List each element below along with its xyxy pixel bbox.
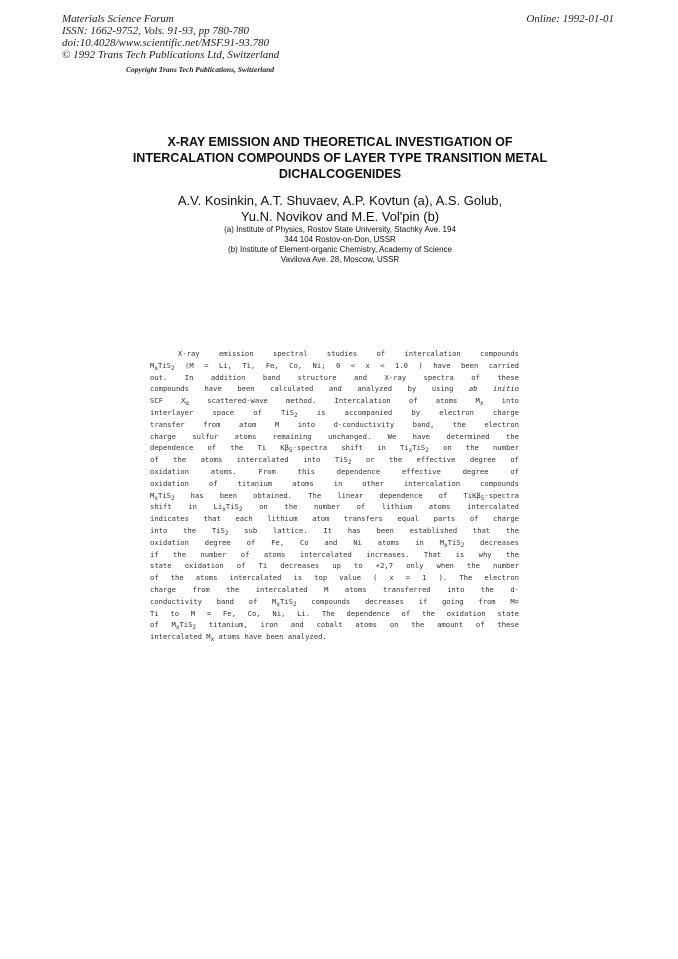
abstract-line: of $M_xTiS_2$ titanium, iron and cobalt atoms on the amount of these xyxy=(150,620,520,632)
abstract xyxy=(150,348,519,643)
abstract-line: of the atoms intercalated is top value ( x = 1 ). The electron xyxy=(150,573,519,583)
title-line: X-RAY EMISSION AND THEORETICAL INVESTIGATION OF xyxy=(167,135,513,149)
abstract-line: transfer from atom M into d-conductivity band, the electron xyxy=(150,419,519,429)
abstract-line: if the number of atoms intercalated increases. That is why the xyxy=(150,549,519,559)
affiliation-line: Vavilova Ave. 28, Moscow, USSR xyxy=(280,255,400,264)
abstract-line: charge sulfur atoms remaining unchanged. We have determined the xyxy=(150,431,519,441)
authors-line: Yu.N. Novikov and M.E. Vol'pin (b) xyxy=(240,209,440,224)
paper-title xyxy=(100,134,580,182)
title-line: DICHALCOGENIDES xyxy=(278,167,402,181)
copyright-stamp: Copyright Trans Tech Publications, Switzerland xyxy=(126,65,275,74)
doi-line: doi:10.4028/www.scientific.net/MSF.91-93.780 xyxy=(62,37,270,49)
affiliation-line: (a) Institute of Physics, Rostov State University, Stachky Ave. 194 xyxy=(224,225,456,234)
abstract-line: shift in $Li_xTiS_2$ on the number of lithium atoms intercalated xyxy=(150,502,519,514)
affiliation-line: 344 104 Rostov-on-Don, USSR xyxy=(284,235,396,244)
abstract-line: dependence of the Ti $K\beta_5$-spectra shift in $Ti_xTiS_2$ on the number xyxy=(150,443,519,455)
affiliation-line: (b) Institute of Element-organic Chemistry, Academy of Science xyxy=(228,245,452,254)
abstract-line: $M_xTiS_2$ (M = Li, Ti, Fe, Co, Ni; 0 < x < 1.0 ) have been carried xyxy=(150,360,519,372)
abstract-line: indicates that each lithium atom transfers equal parts of charge xyxy=(150,514,519,524)
abstract-line: interlayer space of TiS$_2$ is accompanied by electron charge xyxy=(150,407,519,419)
abstract-line: oxidation degree of Fe, Co and Ni atoms in $M_xTiS_2$ decreases xyxy=(150,537,519,549)
affiliations xyxy=(100,225,580,265)
abstract-line: charge from the intercalated M atoms transferred into the d- xyxy=(150,584,519,594)
journal-header xyxy=(62,13,279,61)
abstract-line: SCF $X_\alpha$ scattered-wave method. Intercalation of atoms $M_x$ into xyxy=(150,396,519,408)
author-list xyxy=(100,193,580,225)
authors-line: A.V. Kosinkin, A.T. Shuvaev, A.P. Kovtun (a), A.S. Golub, xyxy=(177,193,503,208)
abstract-line: into the TiS$_2$ sub lattice. It has been established that the xyxy=(150,525,519,537)
abstract-line: state oxidation of Ti decreases up to +2,7 only when the number xyxy=(150,561,519,571)
journal-name: Materials Science Forum xyxy=(62,13,174,25)
publisher-copyright: © 1992 Trans Tech Publications Ltd, Switzerland xyxy=(62,49,280,61)
abstract-line: oxidation of titanium atoms in other intercalation compounds xyxy=(150,478,519,488)
issn-line: ISSN: 1662-9752, Vols. 91-93, pp 780-780 xyxy=(62,25,249,37)
abstract-line: Ti to M = Fe, Co, Ni, Li. The dependence of the oxidation state xyxy=(150,608,519,618)
abstract-line: compounds have been calculated and analyzed by using ab initio xyxy=(150,384,519,394)
title-line: INTERCALATION COMPOUNDS OF LAYER TYPE TRANSITION METAL xyxy=(132,151,548,165)
abstract-line: oxidation atoms. From this dependence effective degree of xyxy=(150,466,519,476)
abstract-line: out. In addition band structure and X-ray spectra of these xyxy=(150,372,519,382)
abstract-line: conductivity band of $M_xTiS_2$ compounds decreases if going from M= xyxy=(150,596,520,608)
abstract-line: intercalated $M_x$ atoms have been analyzed. xyxy=(150,632,327,644)
abstract-line: of the atoms intercalated into TiS$_2$ or the effective degree of xyxy=(150,455,519,467)
abstract-line: X-ray emission spectral studies of intercalation compounds xyxy=(178,349,519,358)
abstract-line: $M_xTiS_2$ has been obtained. The linear dependence of TiKβ$_5$-spectra xyxy=(150,490,519,502)
online-date: Online: 1992-01-01 xyxy=(526,13,614,25)
